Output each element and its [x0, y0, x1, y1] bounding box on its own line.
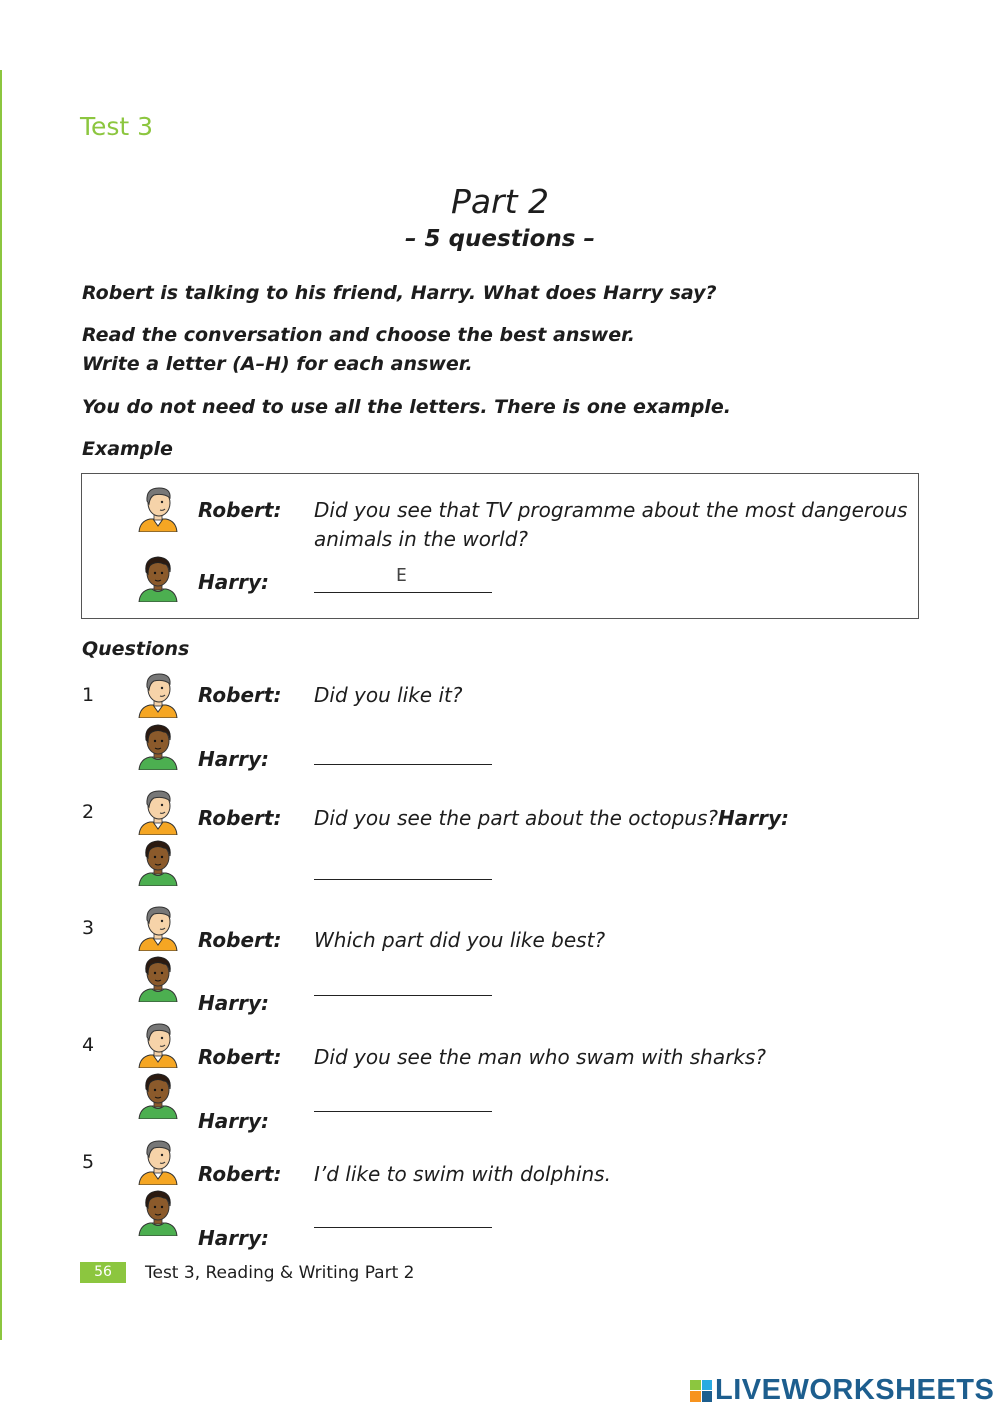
liveworksheets-brand[interactable]: [690, 1374, 994, 1407]
question-robert-label: Robert:: [198, 806, 282, 830]
question-number: 2: [82, 801, 95, 823]
question-robert-label: Robert:: [198, 1045, 282, 1069]
question-robert-text-content: Did you see the part about the octopus?: [314, 806, 719, 830]
page-left-rule: [0, 70, 2, 1340]
answer-input-4[interactable]: [314, 1111, 492, 1112]
harry-avatar-icon: [136, 1071, 180, 1119]
robert-avatar-icon: [136, 670, 180, 718]
instruction-scenario: Robert is talking to his friend, Harry. What does Harry say?: [82, 282, 717, 304]
part-subtitle: – 5 questions –: [405, 226, 595, 252]
question-robert-label: Robert:: [198, 928, 282, 952]
robert-avatar-icon: [136, 484, 180, 532]
question-robert-text: Did you see the man who swam with sharks?: [314, 1045, 766, 1069]
harry-avatar-icon: [136, 1188, 180, 1236]
answer-input-3[interactable]: [314, 995, 492, 996]
harry-avatar-icon: [136, 838, 180, 886]
harry-avatar-icon: [136, 554, 180, 602]
page-number-badge: 56: [80, 1262, 126, 1283]
brand-name: LIVEWORKSHEETS: [715, 1374, 995, 1406]
question-robert-text: [314, 804, 789, 833]
question-harry-label: Harry:: [198, 1109, 269, 1133]
robert-avatar-icon: [136, 1020, 180, 1068]
question-harry-label: Harry:: [198, 1226, 269, 1250]
questions-label: Questions: [82, 638, 190, 660]
question-robert-label: Robert:: [198, 1162, 282, 1186]
question-harry-label: Harry:: [198, 747, 269, 771]
question-harry-label: Harry:: [718, 806, 790, 830]
question-number: 3: [82, 917, 95, 939]
question-robert-text: Did you like it?: [314, 683, 463, 707]
harry-avatar-icon: [136, 954, 180, 1002]
question-robert-text: Which part did you like best?: [314, 928, 606, 952]
answer-input-2[interactable]: [314, 879, 492, 880]
test-label: Test 3: [80, 112, 154, 141]
example-robert-label: Robert:: [198, 498, 282, 522]
example-harry-label: Harry:: [198, 570, 269, 594]
answer-input-1[interactable]: [314, 764, 492, 765]
question-number: 1: [82, 684, 95, 706]
question-robert-label: Robert:: [198, 683, 282, 707]
robert-avatar-icon: [136, 787, 180, 835]
example-answer-line: [314, 592, 492, 593]
instruction-write: Write a letter (A–H) for each answer.: [82, 353, 473, 375]
part-title: Part 2: [450, 182, 550, 221]
example-label: Example: [82, 438, 173, 460]
question-number: 5: [82, 1151, 95, 1173]
instruction-read: Read the conversation and choose the best answer.: [82, 324, 635, 346]
footer-text: Test 3, Reading & Writing Part 2: [145, 1263, 415, 1283]
question-harry-label: Harry:: [198, 991, 269, 1015]
question-number: 4: [82, 1034, 95, 1056]
harry-avatar-icon: [136, 722, 180, 770]
liveworksheets-logo-icon: [690, 1380, 712, 1402]
example-answer: E: [396, 565, 407, 586]
question-robert-text: I’d like to swim with dolphins.: [314, 1162, 611, 1186]
example-robert-line2: animals in the world?: [314, 527, 529, 551]
answer-input-5[interactable]: [314, 1227, 492, 1228]
example-robert-line1: Did you see that TV programme about the most dangerous: [314, 498, 908, 522]
robert-avatar-icon: [136, 1137, 180, 1185]
robert-avatar-icon: [136, 903, 180, 951]
instruction-letters: You do not need to use all the letters. There is one example.: [82, 396, 731, 418]
